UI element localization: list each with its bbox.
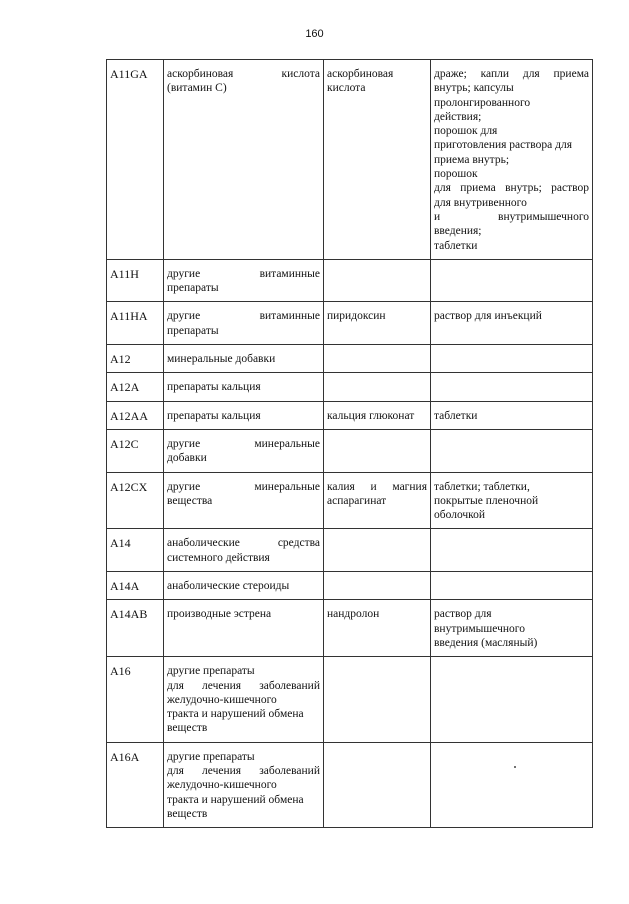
group-line: препараты [167,282,219,295]
drug-name-cell [324,600,431,657]
dosage-form-line: и внутримышечного [434,210,589,223]
drug-name-cell [324,429,431,472]
dosage-form-cell [431,373,593,401]
group-line: желудочно-кишечного [167,779,277,792]
table-row [107,657,593,742]
atc-code-cell: A12A [107,373,164,401]
dosage-form-line: покрытые пленочной [434,494,539,507]
dosage-form-line: введения (масляный) [434,636,538,649]
group-line: препараты [167,324,219,337]
drug-name-line: пиридоксин [327,310,386,323]
dosage-form-line: введения; [434,225,482,238]
atc-code-cell: A16A [107,742,164,827]
atc-code-cell: A14A [107,572,164,600]
anatomical-group-cell [164,600,324,657]
drug-name-cell [324,742,431,827]
atc-code-cell: A11HA [107,302,164,345]
group-line: тракта и нарушений обмена [167,793,304,806]
group-line: добавки [167,452,207,465]
table-row [107,302,593,345]
drug-name-line: аспарагинат [327,494,387,507]
dosage-form-cell [431,572,593,600]
table-row [107,373,593,401]
drug-name-line: кальция глюконат [327,409,415,422]
dosage-form-line: для внутривенного [434,196,527,209]
dosage-form-line: раствор для инъекций [434,310,542,323]
group-line: анаболические стероиды [167,580,290,593]
anatomical-group-cell [164,742,324,827]
dosage-form-line: внутримышечного [434,622,525,635]
group-line: веществ [167,807,208,820]
anatomical-group-cell [164,572,324,600]
drug-name-cell [324,302,431,345]
group-line: другие витаминные [167,310,320,323]
table-row [107,600,593,657]
anatomical-group-cell [164,529,324,572]
dosage-form-cell [431,657,593,742]
table-body [107,60,593,828]
dosage-form-cell [431,345,593,373]
dosage-form-cell [431,302,593,345]
dosage-form-line: действия; [434,110,482,123]
atc-code-cell: A14 [107,529,164,572]
drug-name-cell [324,657,431,742]
scan-speck [514,766,516,768]
dosage-form-cell [431,60,593,260]
group-line: минеральные добавки [167,353,276,366]
atc-code-cell: A12CX [107,472,164,529]
group-line: другие препараты [167,665,255,678]
table-row [107,60,593,260]
atc-code-cell: A12AA [107,401,164,429]
drug-classification-table [106,59,593,828]
group-line: другие витаминные [167,267,320,280]
group-line: другие минеральные [167,480,320,493]
drug-name-cell [324,373,431,401]
atc-code-cell: A12 [107,345,164,373]
atc-code-cell: A14AB [107,600,164,657]
drug-name-cell [324,345,431,373]
table-row [107,572,593,600]
atc-code-cell: A11GA [107,60,164,260]
table-row [107,345,593,373]
group-line: вещества [167,494,213,507]
anatomical-group-cell [164,302,324,345]
dosage-form-line: внутрь; капсулы [434,82,514,95]
anatomical-group-cell [164,259,324,302]
group-line: препараты кальция [167,409,261,422]
group-line: препараты кальция [167,381,261,394]
dosage-form-line: для приема внутрь; раствор [434,182,589,195]
group-line: желудочно-кишечного [167,693,277,706]
dosage-form-line: порошок для [434,125,498,138]
anatomical-group-cell [164,60,324,260]
group-line: производные эстрена [167,608,272,621]
dosage-form-cell [431,600,593,657]
group-line: аскорбиновая кислота [167,68,320,80]
dosage-form-cell [431,429,593,472]
group-line: анаболические средства [167,537,320,550]
atc-code-cell: A16 [107,657,164,742]
dosage-form-cell [431,259,593,302]
dosage-form-line: таблетки; таблетки, [434,480,530,493]
drug-name-cell [324,529,431,572]
drug-name-cell [324,60,431,260]
drug-name-line: аскорбиновая [327,68,394,80]
atc-code-cell: A11H [107,259,164,302]
anatomical-group-cell [164,401,324,429]
dosage-form-cell [431,472,593,529]
page-number: 160 [305,28,324,40]
dosage-form-line: таблетки [434,409,478,422]
drug-name-cell [324,401,431,429]
drug-name-line: нандролон [327,608,380,621]
anatomical-group-cell [164,657,324,742]
dosage-form-line: приема внутрь; [434,153,510,166]
drug-name-cell [324,259,431,302]
table-row [107,742,593,827]
group-line: другие минеральные [167,437,320,450]
group-line: (витамин С) [167,82,227,95]
table-row [107,529,593,572]
dosage-form-cell [431,401,593,429]
table-row [107,429,593,472]
group-line: другие препараты [167,750,255,763]
drug-name-cell [324,572,431,600]
dosage-form-line: пролонгированного [434,96,531,109]
anatomical-group-cell [164,472,324,529]
drug-name-line: калия и магния [327,480,427,493]
anatomical-group-cell [164,373,324,401]
group-line: системного действия [167,551,270,564]
table-row [107,401,593,429]
dosage-form-line: оболочкой [434,509,486,522]
group-line: для лечения заболеваний [167,764,320,777]
dosage-form-line: таблетки [434,239,478,252]
group-line: веществ [167,722,208,735]
atc-code-cell: A12C [107,429,164,472]
table-row [107,472,593,529]
dosage-form-line: порошок [434,168,478,181]
drug-name-line: кислота [327,82,366,95]
dosage-form-line: драже; капли для приема [434,68,589,80]
dosage-form-cell [431,742,593,827]
dosage-form-cell [431,529,593,572]
table-row [107,259,593,302]
anatomical-group-cell [164,345,324,373]
anatomical-group-cell [164,429,324,472]
dosage-form-line: приготовления раствора для [434,139,572,152]
group-line: тракта и нарушений обмена [167,708,304,721]
drug-name-cell [324,472,431,529]
dosage-form-line: раствор для [434,608,492,621]
group-line: для лечения заболеваний [167,679,320,692]
